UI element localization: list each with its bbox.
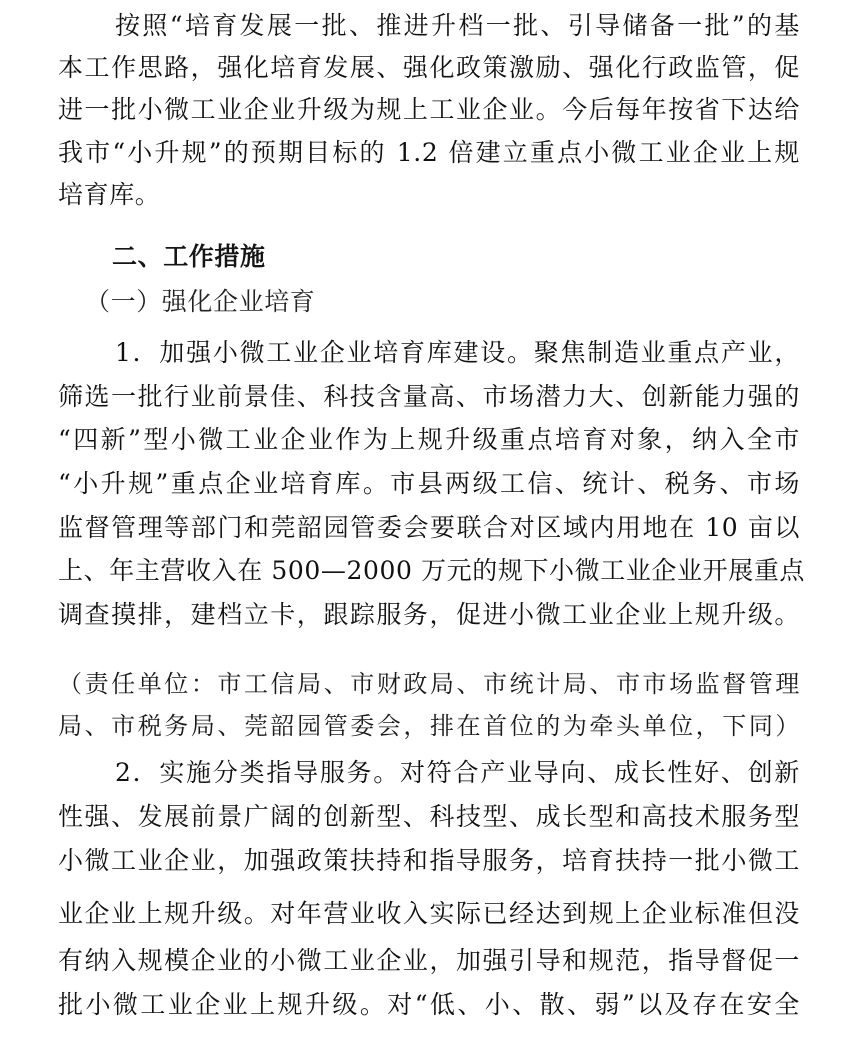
responsibility-note-line: 局、市税务局、莞韶园管委会，排在首位的为牵头单位，下同） <box>58 712 800 740</box>
item-2-line: 小微工业企业，加强政策扶持和指导服务，培育扶持一批小微工 <box>58 846 800 875</box>
section-heading: 二、工作措施 <box>112 242 266 271</box>
item-2-line: 有纳入规模企业的小微工业企业，加强引导和规范，指导督促一 <box>58 946 800 975</box>
item-2-line: 业企业上规升级。对年营业收入实际已经达到规上企业标准但没 <box>58 899 800 928</box>
item-2-line: 2．实施分类指导服务。对符合产业导向、成长性好、创新 <box>115 758 800 787</box>
subsection-heading: （一）强化企业培育 <box>85 287 316 316</box>
item-1-line: “小升规”重点企业培育库。市县两级工信、统计、税务、市场 <box>58 469 800 498</box>
item-2-line: 性强、发展前景广阔的创新型、科技型、成长型和高技术服务型 <box>58 802 800 831</box>
paragraph-line: 我市“小升规”的预期目标的 1.2 倍建立重点小微工业企业上规 <box>58 138 800 167</box>
item-1-line: “四新”型小微工业企业作为上规升级重点培育对象，纳入全市 <box>58 425 800 454</box>
paragraph-line: 按照“培育发展一批、推进升档一批、引导储备一批”的基 <box>115 11 800 40</box>
item-1-line: 调查摸排，建档立卡，跟踪服务，促进小微工业企业上规升级。 <box>58 600 800 629</box>
paragraph-line: 培育库。 <box>58 180 161 209</box>
responsibility-note-line: （责任单位：市工信局、市财政局、市统计局、市市场监督管理 <box>58 670 800 698</box>
paragraph-line: 进一批小微工业企业升级为规上工业企业。今后每年按省下达给 <box>58 95 800 124</box>
item-1-line: 上、年主营收入在 500—2000 万元的规下小微工业企业开展重点 <box>58 556 806 585</box>
item-1-line: 1．加强小微工业企业培育库建设。聚焦制造业重点产业， <box>115 338 800 367</box>
item-1-line: 筛选一批行业前景佳、科技含量高、市场潜力大、创新能力强的 <box>58 382 800 411</box>
item-1-line: 监督管理等部门和莞韶园管委会要联合对区域内用地在 10 亩以 <box>58 513 800 542</box>
paragraph-line: 本工作思路，强化培育发展、强化政策激励、强化行政监管，促 <box>58 53 800 82</box>
item-2-line: 批小微工业企业上规升级。对“低、小、散、弱”以及存在安全 <box>58 990 800 1019</box>
